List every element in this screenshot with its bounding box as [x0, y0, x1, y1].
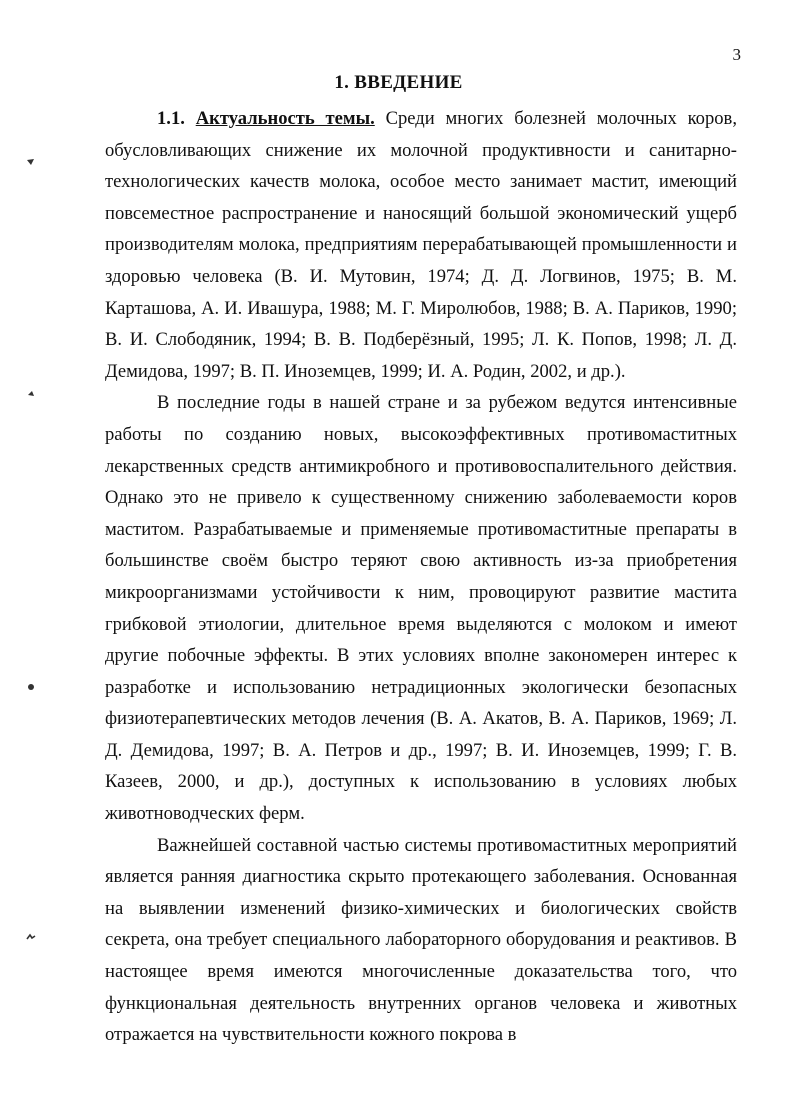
paragraph-1: [105, 103, 737, 387]
page-number: 3: [732, 45, 741, 64]
scan-speck-mark: [26, 683, 36, 691]
paragraph-3: Важнейшей составной частью системы противомаститных мероприятий является ранняя диагностика скрыто протекающего заболевания. Основанная на выявлении изменений физико-химических и биологических свойств секрета, она требует специального лабораторного оборудования и реактивов. В настоящее время имеются многочисленные доказательства того, что функциональная деятельность внутренних органов человека и животных отражается на чувствительности кожного покрова в: [105, 834, 737, 1046]
section-number: 1.1.: [157, 108, 185, 129]
scan-speck-mark: [26, 390, 36, 398]
paragraph-2: В последние годы в нашей стране и за рубежом ведутся интенсивные работы по созданию новых, высокоэффективных противомаститных лекарственных средств антимикробного и противовоспалительного действия. Однако это не привело к существенному снижению заболеваемости коров маститом. Разрабатываемые и применяемые противомаститные препараты в большинстве своём быстро теряют свою активность из-за приобретения микроорганизмами устойчивости к ним, провоцируют развитие мастита грибковой этиологии, длительное время выделяются с молоком и имеют другие побочные эффекты. В этих условиях вполне закономерен интерес к разработке и использованию нетрадиционных экологически безопасных физиотерапевтических методов лечения (В. А. Акатов, В. А. Париков, 1969; Л. Д. Демидова, 1997; В. А. Петров и др., 1997; В. И. Иноземцев, 1999; Г. В. Казеев, 2000, и др.), доступных к использованию в условиях любых животноводческих ферм.: [105, 392, 737, 825]
scan-speck-mark: [26, 933, 36, 941]
body-text: [105, 103, 737, 1051]
paragraph-1-text: Среди многих болезней молочных коров, обусловливающих снижение их молочной продуктивности и санитарно-технологических качеств молока, особое место занимает мастит, имеющий повсеместное распространение и наносящий большой экономический ущерб производителям молока, предприятиям перерабатывающей промышленности и здоровью человека (В. И. Мутовин, 1974; Д. Д. Логвинов, 1975; В. М. Карташова, А. И. Ивашура, 1988; М. Г. Миролюбов, 1988; В. А. Париков, 1990; В. И. Слободяник, 1994; В. В. Подберёзный, 1995; Л. К. Попов, 1998; Л. Д. Демидова, 1997; В. П. Иноземцев, 1999; И. А. Родин, 2002, и др.).: [105, 108, 737, 382]
chapter-title: 1. ВВЕДЕНИЕ: [334, 72, 463, 93]
scan-speck-mark: [26, 158, 36, 166]
section-title: Актуальность темы.: [195, 108, 375, 129]
